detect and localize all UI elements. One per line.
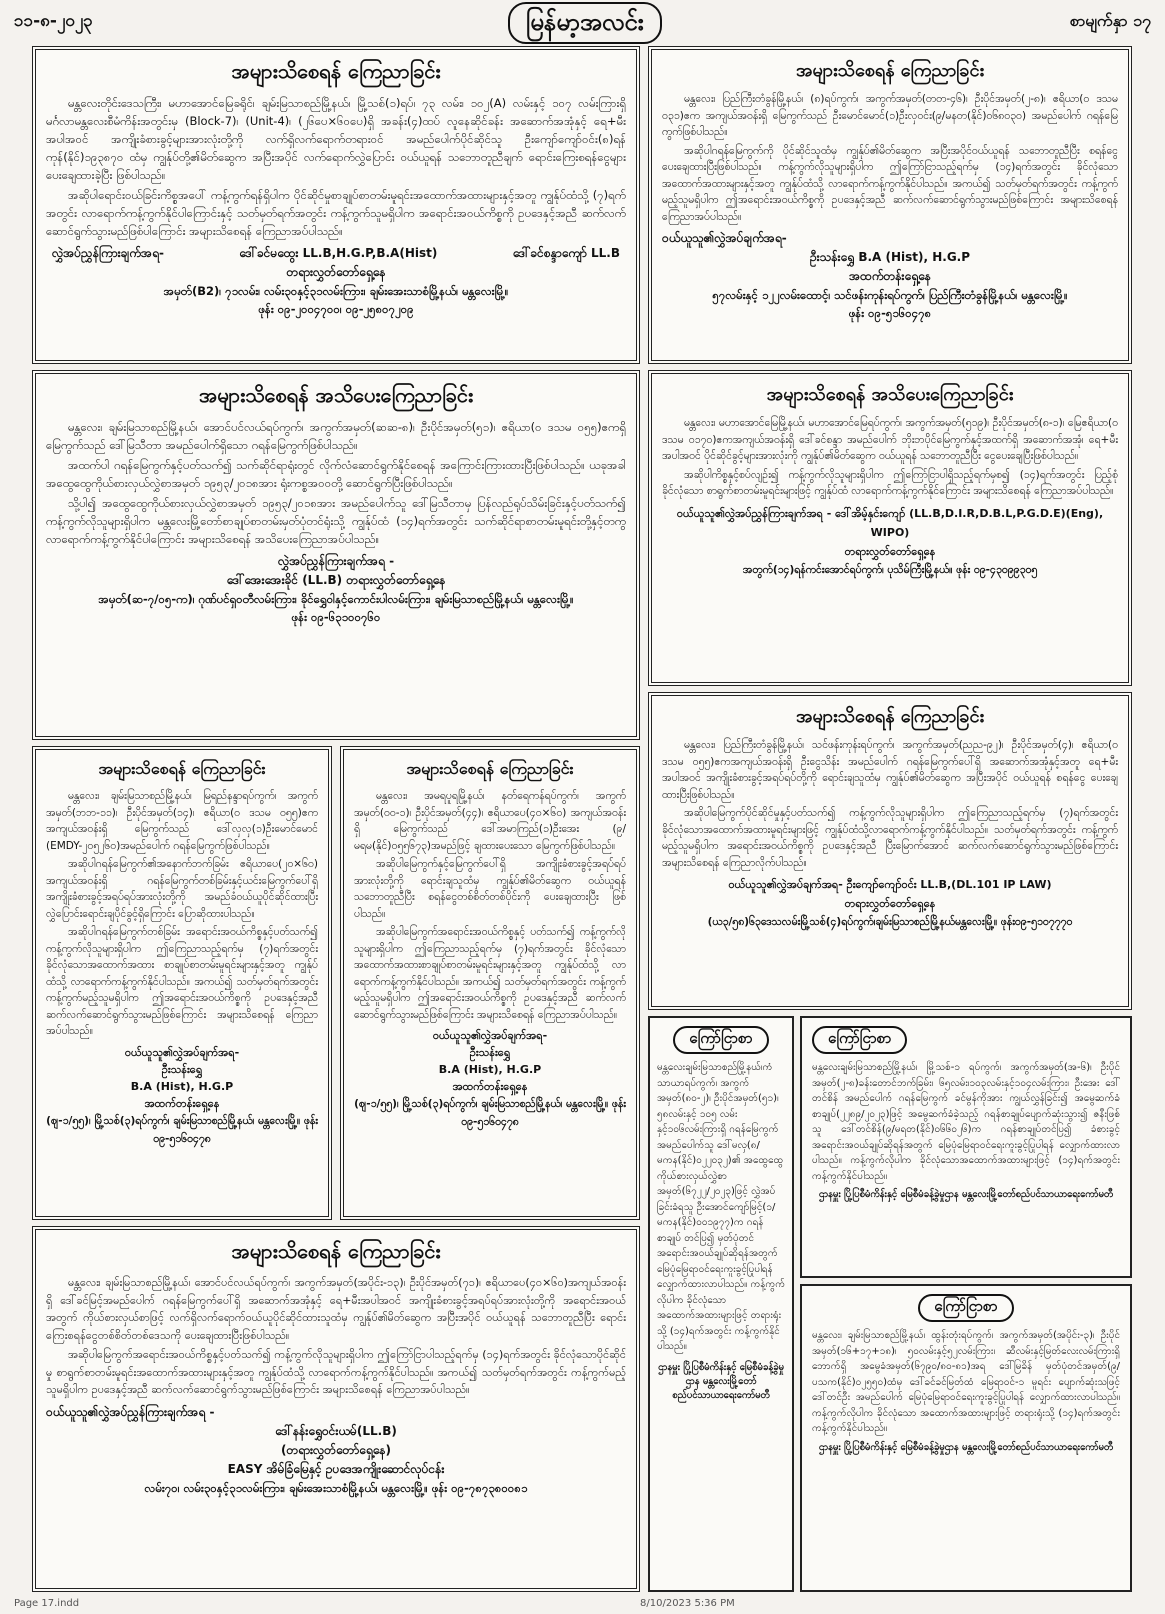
notice-paragraph: အဆိုပါကိစ္စနှင့်စပ်လျဉ်း၍ ကန့်ကွက်လိုသူများရှိပါက ဤကြော်ငြာပါရှိသည့်ရက်မှစ၍ (၁၄)ရက်အတွင်း ပြည့်စုံခိုင်လုံသော စာရွက်စာတမ်းမူရင်းများဖြင့် ကျွန်ုပ်ထံ လာရောက်ကန့်ကွက်နိုင်ကြောင်း အများသိစေရန် ကြေညာအပ်ပါသည်။	[662, 468, 1118, 497]
notice-paragraph: အဆိုပါမြေကွက်ပိုင်ဆိုင်မှုနှင့်ပတ်သက်၍ ကန့်ကွက်လိုသူများရှိပါက ဤကြေညာသည့်ရက်မှ (၇)ရက်အတွင်း ခိုင်လုံသောအထောက်အထားမူရင်းများဖြင့် ကျွန်ုပ်ထံသို့လာရောက်ကန့်ကွက်နိုင်ပါသည်။ သတ်မှတ်ရက်အတွင်း ကန့်ကွက်မည့်သူမရှိပါက အရောင်းအဝယ်ကိစ္စကို ဥပဒေနှင့်အညီ ပြီးမြောက်အောင် ဆက်လက်ဆောင်ရွက်သွားမည်ဖြစ်ကြောင်း အများသိစေရန် ကြေညာလိုက်ပါသည်။	[662, 807, 1118, 869]
notice-paragraph: မန္တလေး၊ အမရပူရမြို့နယ်၊ နတ်ရေကန်ရပ်ကွက်၊ အကွက်အမှတ်(၀၀-၁)၊ ဦးပိုင်အမှတ်(၄၄)၊ ဧရိယာပေ(၄၀×၆၀) အကျယ်အဝန်းရှိ မြေကွက်သည် ဒေါ်အမာကြည်(၁)ဦးအေး (၉/မရမ(နိုင်)၀၅၅၆၇၃)အမည်ဖြင့် ချထားပေးသော မြေကွက်ဖြစ်ပါသည်။	[354, 790, 626, 852]
notice-paragraph: မန္တလေး၊ မဟာအောင်မြေမြို့နယ်၊ မဟာအောင်မြေရပ်ကွက်၊ အကွက်အမှတ်(၅၁၉)၊ ဦးပိုင်အမှတ်(၈-၁)၊ မြေဧရိယာ(၀ ဒသမ ၀၁၇၀)ဧကအကျယ်အဝန်းရှိ ဒေါ်ခင်စန္ဒာ အမည်ပေါက် ဘိုးဘပိုင်မြေကွက်နှင့်အထက်ရှိ အဆောက်အအုံ၊ ရေ+မီး အပါအဝင် ပိုင်ဆိုင်ခွင့်များအားလုံးကို ကျွန်ုပ်၏မိတ်ဆွေက ဝယ်ယူရန် သဘောတူညီပြီး ငွေပေးချေပြီးဖြစ်ပါသည်။	[662, 417, 1118, 462]
law-office-name: EASY အိမ်ခြံမြေနှင့် ဥပဒေအကျိုးဆောင်လုပ်ငန်း	[227, 1461, 445, 1476]
notice-body	[662, 737, 1118, 871]
lawyer-title: အထက်တန်းရှေ့နေ	[849, 269, 931, 283]
signature-block	[46, 244, 626, 282]
lawyer-phone: ဖုန်း ၀၉-၆၃၁၀၀၇၆၀	[291, 610, 381, 624]
signature-block	[662, 504, 1118, 561]
signature-label: ဝယ်ယူသူ၏လွှဲအပ်ချက်အရ-	[432, 1029, 548, 1042]
notice-body	[46, 1274, 626, 1399]
lawyer-name: B.A (Hist), H.G.P	[130, 1079, 234, 1093]
notice-body	[46, 418, 626, 548]
signature-block	[662, 229, 1118, 286]
notice-body	[354, 788, 626, 1023]
lawyer-name: ဒေါ်ခင်စန္ဒာကျော် LL.B	[512, 246, 620, 260]
notice-paragraph: အဆိုပါဂရန်မြေကွက်၏အနောက်ဘက်ခြမ်း ဧရိယာပေ(၂၀×၆၀) အကျယ်အဝန်းရှိ ဂရန်မြေကွက်တစ်ခြမ်းနှင့်ယင်းမြေကွက်ပေါ်ရှိ အကျိုးခံစားခွင့်အရပ်ရပ်အားလုံးတို့ကို အမည်ခံဝယ်ယူပိုင်ဆိုင်ထားပြီး လွှဲပြောင်းရောင်းချပိုင်ခွင့်ရှိကြောင်း ပြောဆိုထားပါသည်။	[46, 858, 318, 920]
ad-body: မန္တလေး၊ ချမ်းမြသာစည်မြို့နယ်၊ ထွန်းတုံးရပ်ကွက်၊ အကွက်အမှတ်(အပိုင်း-၃)၊ ဦးပိုင်အမှတ်(၁၆+၁၇+၁၈)၊ ၅၀လမ်းနှင့်၅၂လမ်းကြား၊ ဆီလမ်းနှင့်မြတ်လေးလမ်းကြားရှိ ဘောက်ရှိ အမွေခံအမှတ်(၆၇၉၀/၈၀-၈၁)အရ ဒေါ်မြခိန် မှတ်ပုံတင်အမှတ်(၉/ပသက(နိုင်)၀၂၅၅၀)ထံမှ ဒေါ်ခင်ခင်မြတ်ထံ မြေရာဝင်-၁ မူရင်း ပျောက်ဆုံးသဖြင့် ဒေါ်တင်ဦး အမည်ပေါက် မြေပုံမြေရာဝင်ရေးကူးခွင့်ပြုပါရန် လျှောက်ထားလာပါသည်။ ကန့်ကွက်လိုပါက ခိုင်လုံသော အထောက်အထားများဖြင့် တရားရုံးသို့ (၁၄)ရက်အတွင်း ကန့်ကွက်နိုင်ပါသည်။	[812, 1330, 1120, 1434]
notice-title: အများသိစေရန် ကြေညာခြင်း	[231, 59, 441, 83]
notice-box	[648, 46, 1132, 364]
notice-title: အများသိစေရန် ကြေညာခြင်း	[406, 759, 574, 778]
classified-ad	[800, 1016, 1132, 1278]
signature-label: ဝယ်ယူသူ၏လွှဲအပ်ချက်အရ-	[662, 231, 787, 245]
notice-paragraph: အဆိုပါဂရန်မြေကွက်တစ်ခြမ်း အရောင်းအဝယ်ကိစ္စနှင့်ပတ်သက်၍ ကန့်ကွက်လိုသူများရှိပါက ဤကြေညာသည့်ရက်မှ (၇)ရက်အတွင်း ခိုင်လုံသောအထောက်အထား စာချုပ်စာတမ်းမူရင်းများနှင့်အတူ ကျွန်ုပ်ထံသို့ လာရောက်ကန့်ကွက်နိုင်ပါသည်။ အကယ်၍ သတ်မှတ်ရက်အတွင်း ကန့်ကွက်မည့်သူမရှိပါက ဤအရောင်းအဝယ်ကိစ္စကို ဥပဒေနှင့်အညီ ဆက်လက်ဆောင်ရွက်သွားမည်ဖြစ်ကြောင်း အများသိစေရန် ကြေညာအပ်ပါသည်။	[46, 926, 318, 1037]
lawyer-address: (ယ၃/၅၈)၆၃ဒေသလမ်းမြို့သစ်(၄)ရပ်ကွက်၊ချမ်းမြသာစည်မြို့နယ်မန္တလေးမြို့။ ဖုန်း၀၉-၅၁၀၇၇၇၀	[707, 916, 1073, 928]
notice-paragraph: သို့ပါ၍ အထွေထွေကိုယ်စားလှယ်လွှဲစာအမှတ် ၁၉၅၃/၂၀၁၈အား အမည်ပေါက်သူ ဒေါ်မြသီတာမှ ပြန်လည်ရုပ်သိမ်းခြင်းနှင့်ပတ်သက်၍ ကန့်ကွက်လိုသူများရှိပါက မန္တလေးမြို့တော်စာချုပ်စာတမ်းမှတ်ပုံတင်ရုံးသို့ ကျွန်ုပ်ထံ (၁၄)ရက်အတွင်း သက်ဆိုင်ရာစာတမ်းမူရင်းတို့နှင့်တကွ လာရောက်ကန့်ကွက်နိုင်ပါကြောင်း အများသိစေရန် အသိပေးကြေညာအပ်ပါသည်။	[46, 496, 626, 546]
notice-title: အများသိစေရန် ကြေညာခြင်း	[231, 1239, 441, 1263]
classified-ad	[800, 1284, 1132, 1592]
ad-tag: ကြော်ငြာစာ	[812, 1026, 907, 1054]
lawyer-address: (ဈ-၁/၅၅)၊ မြို့သစ်(၃)ရပ်ကွက်၊ ချမ်းမြသာစည်မြို့နယ်၊ မန္တလေးမြို့။ ဖုန်း ၀၉-၅၁၆၀၄၇၈	[354, 1098, 626, 1128]
lawyer-address: အမှတ်(ဆ-၇/၀၅-က)၊ ဂုဏ်ပင်ရှဝတီလမ်းကြား၊ ခိုင်ရွှေဝါနှင့်ကောင်းပါလမ်းကြား၊ ချမ်းမြသာစည်မြို့နယ်၊ မန္တလေးမြို့။	[98, 592, 574, 606]
lawyer-address: ၅၇လမ်းနှင့် ၁၂၂လမ်းထောင့်၊ သင်ဖန်းကုန်းရပ်ကွက်၊ ပြည်ကြီးတံခွန်မြို့နယ်၊ မန္တလေးမြို့။	[712, 288, 1068, 302]
footer-timestamp: 8/10/2023 5:36 PM	[640, 1598, 735, 1609]
notice-paragraph: အဆိုပါမြေကွက်အရောင်းအဝယ်ကိစ္စနှင့် ပတ်သက်၍ ကန့်ကွက်လိုသူများရှိပါက ဤကြေညာသည့်ရက်မှ (၇)ရက်အတွင်း ခိုင်လုံသော အထောက်အထားစာချုပ်စာတမ်းမူရင်းများနှင့်အတူ ကျွန်ုပ်ထံသို့ လာရောက်ကန့်ကွက်နိုင်ပါသည်။ အကယ်၍ သတ်မှတ်ရက်အတွင်း ကန့်ကွက်မည့်သူမရှိပါက ဤအရောင်းအဝယ်ကိစ္စကို ဥပဒေနှင့်အညီ ဆက်လက်ဆောင်ရွက်သွားမည်ဖြစ်ကြောင်း အများသိစေရန် ကြေညာအပ်ပါသည်။	[354, 926, 626, 1021]
lawyer-name: ဒေါ်ခင်မထွေး LL.B,H.G.P,B.A(Hist)	[239, 246, 438, 260]
lawyer-address: အတွက်(၁၄)ရန်ကင်းအောင်ရပ်ကွက်၊ ပုသိမ်ကြီးမြို့နယ်။ ဖုန်း ၀၉-၄၃၀၉၉၃၀၅	[742, 563, 1038, 576]
notice-title: အများသိစေရန် ကြေညာခြင်း	[795, 60, 985, 81]
footer-filename: Page 17.indd	[14, 1598, 80, 1609]
lawyer-title: တရားလွှတ်တော်ရှေ့နေ	[844, 897, 936, 910]
notice-paragraph: အဆိုပါမြေကွက်နှင့်မြေကွက်ပေါ်ရှိ အကျိုးခံစားခွင့်အရပ်ရပ်အားလုံးတို့ကို ရောင်းချသူထံမှ ကျွန်ုပ်၏မိတ်ဆွေက ဝယ်ယူရန် သဘောတူညီပြီး စရန်ငွေတစ်စိတ်တစ်ပိုင်းကို ပေးချေထားပြီး ဖြစ်ပါသည်။	[354, 858, 626, 920]
ad-body: မန္တလေးချမ်းမြသာစည်မြို့နယ်၊ကံသာယာရပ်ကွက်၊ အကွက်အမှတ်(၈၀-၂)၊ ဦးပိုင်အမှတ်(၅၁)၊ ၅၈လမ်းနှင့် ၁၀၅ လမ်းနှင့်၁၀၆လမ်းကြားရှိ ဂရန်မြေကွက်အမည်ပေါက်သူ ဒေါ်မလှ(၈/မကန(နိုင်)၀၂၂၀၃၂)၏ အထွေထွေကိုယ်စားလှယ်လွှဲစာအမှတ်(၆၇၂၂/၂၀၂၃)ဖြင့် လွှဲအပ်ခြင်းခံရသူ ဦးအောင်ကျော်မြင့်(၁/မကန(နိုင်)၀၀၁၉၇၇)က ဂရန်စာချုပ် တင်ပြ၍ မှတ်ပုံတင်အရောင်းအဝယ်ချုပ်ဆိုရန်အတွက် မြေပုံမြေရာဝင်ရေးကူးခွင့်ပြုပါရန် လျှောက်ထားလာပါသည်။ ကန့်ကွက်လိုပါက ခိုင်လုံသောအထောက်အထားများဖြင့် တရားရုံးသို့ (၁၄)ရက်အတွင်း ကန့်ကွက်နိုင်ပါသည်။	[657, 1062, 785, 1352]
lawyer-name: B.A (Hist), H.G.P	[438, 1063, 542, 1076]
lawyer-name: ဦးသန်းရွှေ B.A (Hist), H.G.P	[809, 250, 971, 264]
notice-box	[340, 746, 640, 1220]
print-footer	[0, 1596, 1165, 1614]
notice-paragraph: မန္တလေးတိုင်းဒေသကြီး၊ မဟာအောင်မြေခရိုင်၊ ချမ်းမြသာစည်မြို့နယ်၊ မြို့သစ်(၁)ရပ်၊ ၇၃ လမ်း၊ ၁၀၂(A) လမ်းနှင့် ၁၀၇ လမ်းကြားရှိ မင်္ဂလာမန္တလေးစီမံကိန်းအတွင်းမှ (Block-7)၊ (Unit-4)၊ (၂၆ပေ×၆၀ပေ)ရှိ အခန်း(၄)ထပ် လူနေဆိုင်ခန်း အဆောက်အအုံနှင့် ရေ+မီးအပါအဝင် အကျိုးခံစားခွင့်များအားလုံးတို့ကို လက်ရှိလက်ရောက်တရားဝင် အမည်ပေါက်ပိုင်ဆိုင်သူ ဦးကျော်ကျော်ဝင်း(၈)ရန်ကုန်(နိုင်)၁၉၃၈၇၀ ထံမှ ကျွန်ုပ်တို့၏မိတ်ဆွေက အပြီးအပိုင် လက်ရောက်လွှဲပြောင်း ဝယ်ယူရန် သဘောတူညီချက် ရောင်းကြေးစရန်ငွေများ ပေးချေထားခဲ့ပြီး ဖြစ်ပါသည်။	[46, 96, 626, 182]
ad-office: ဌာနမှူး ပြို့ပြစီမံကိန်းနှင့် မြေစီမံခန့်ခွဲမှုဌာန မန္တလေးမြို့တော်စည်ပင်သာယာရေးကော်မတီ	[818, 1441, 1114, 1453]
lawyer-address: (ဈ-၁/၅၅)၊ မြို့သစ်(၃)ရပ်ကွက်၊ ချမ်းမြသာစည်မြို့နယ်၊ မန္တလေးမြို့။ ဖုန်း ၀၉-၅၁၆၀၄၇၈	[46, 1114, 318, 1145]
lawyer-name: ဒေါ်အေးအေးခိုင် (LL.B) တရားလွှတ်တော်ရှေ့နေ	[226, 573, 446, 587]
notice-box	[32, 1226, 640, 1592]
page-number: စာမျက်နှာ ၁၇	[1069, 11, 1151, 30]
notice-paragraph: အဆိုပါရောင်းဝယ်ခြင်းကိစ္စအပေါ် ကန့်ကွက်ရန်ရှိပါက ပိုင်ဆိုင်မှုစာချုပ်စာတမ်းမူရင်းအထောက်အထားများနှင့်အတူ ကျွန်ုပ်ထံသို့ (၇)ရက်အတွင်း လာရောက်ကန့်ကွက်နိုင်ပါကြောင်းနှင့် သတ်မှတ်ရက်အတွင်း ကန့်ကွက်သူမရှိပါက အရောင်းအဝယ်ကိစ္စကို ဥပဒေနှင့်အညီ ဆက်လက်ဆောင်ရွက်သွားမည်ဖြစ်ပါကြောင်း အများသိစေရန် ကြေညာအပ်ပါသည်။	[46, 188, 626, 238]
ad-tag: ကြော်ငြာစာ	[918, 1294, 1013, 1322]
lawyer-title: အထက်တန်းရှေ့နေ	[452, 1080, 528, 1093]
notice-paragraph: အဆိုပါမြေကွက်အရောင်းအဝယ်ကိစ္စနှင့်ပတ်သက်၍ ကန့်ကွက်လိုသူများရှိပါက ဤကြော်ငြာပါသည့်ရက်မှ (၁၄)ရက်အတွင်း ခိုင်လုံသောပိုင်ဆိုင်မှု စာရွက်စာတမ်းမူရင်းအထောက်အထားများနှင့်အတူ ကျွန်ုပ်ထံသို့ လာရောက်ကန့်ကွက်နိုင်ပါသည်။ အကယ်၍ သတ်မှတ်ရက်အတွင်း ကန့်ကွက်မည့်သူမရှိပါက ဥပဒေနှင့်အညီ ဆက်လက်ဆောင်ရွက်သွားမည်ဖြစ်ကြောင်း အများသိစေရန် ကြေညာအပ်ပါသည်။	[46, 1348, 626, 1396]
signature-block	[354, 1027, 626, 1095]
notice-paragraph: အထက်ပါ ဂရန်မြေကွက်နှင့်ပတ်သက်၍ သက်ဆိုင်ရာရုံးတွင် လိုက်လံဆောင်ရွက်နိုင်စေရန် အကြောင်းကြားထားပြီးဖြစ်ပါသည်။ ယခုအခါ အထွေထွေကိုယ်စားလှယ်လွှဲစာအမှတ် ၁၉၅၃/၂၀၁၈အား ရုံးကစ္စအဝဝတို့ ဆောင်ရွက်ပြီးဖြစ်ပါသည်။	[46, 458, 626, 490]
notice-paragraph: မန္တလေး၊ ပြည်ကြီးတံခွန်မြို့နယ်၊ သင်ဖန်းကုန်းရပ်ကွက်၊ အကွက်အမှတ်(ညည-၉၂)၊ ဦးပိုင်အမှတ်(၄)၊ ဧရိယာ(၀ ဒသမ ၀၅၅)ဧကအကျယ်အဝန်းရှိ ဦးငွေသိန်း အမည်ပေါက် ဂရန်မြေကွက်ပေါ်ရှိ အဆောက်အအုံနှင့်အတူ ရေ+မီးအပါအဝင် အကျိုးခံစားခွင့်အရပ်ရပ်တို့ကို ရောင်းချသူထံမှ ကျွန်ုပ်၏မိတ်ဆွေက အပြီးအပိုင် ဝယ်ယူရန် စရန်ငွေ ပေးချေထားပြီးဖြစ်ပါသည်။	[662, 739, 1118, 801]
lawyer-title: (တရားလွှတ်တော်ရှေ့နေ)	[281, 1442, 391, 1457]
notice-paragraph: အဆိုပါဂရန်မြေကွက်ကို ပိုင်ဆိုင်သူထံမှ ကျွန်ုပ်၏မိတ်ဆွေက အပြီးအပိုင်ဝယ်ယူရန် သဘောတူညီပြီး စရန်ငွေ ပေးချေထားပြီးဖြစ်ပါသည်။ ကန့်ကွက်လိုသူများရှိပါက ဤကြော်ငြာသည့်ရက်မှ (၁၄)ရက်အတွင်း ခိုင်လုံသောအထောက်အထားများနှင့်အတူ ကျွန်ုပ်ထံသို့ လာရောက်ကန့်ကွက်နိုင်ပါသည်။ အကယ်၍ သတ်မှတ်ရက်အတွင်း ကန့်ကွက်မည့်သူမရှိပါက ဤအရောင်းအဝယ်ကိစ္စကို ဥပဒေနှင့်အညီ ဆက်လက်ဆောင်ရွက်သွားမည်ဖြစ်ကြောင်း အများသိစေရန် ကြေညာအပ်ပါသည်။	[662, 144, 1118, 223]
notice-box	[32, 370, 640, 740]
signature-label: ဝယ်ယူသူ၏လွှဲအပ်ချက်အရ-	[124, 1045, 240, 1059]
page-header	[0, 0, 1165, 42]
notice-body	[662, 91, 1118, 225]
newspaper-logo: မြန်မာ့အလင်း	[508, 2, 662, 44]
notice-body	[46, 94, 626, 240]
notice-box	[32, 746, 332, 1220]
notice-paragraph: မန္တလေး၊ ချမ်းမြသာစည်မြို့နယ်၊ အောင်ပင်လယ်ရပ်ကွက်၊ အကွက်အမှတ်(ဆဆ-၈)၊ ဦးပိုင်အမှတ်(၅၁)၊ ဧရိယာ(၀ ဒသမ ၀၅၅)ဧကရှိ မြေကွက်သည် ဒေါ်မြသီတာ အမည်ပေါက်ရှိသော ဂရန်မြေကွက်ဖြစ်ပါသည်။	[46, 420, 626, 452]
notice-box	[32, 46, 640, 364]
ad-body: မန္တလေးချမ်းမြသာစည်မြို့နယ်၊ မြို့သစ်-၁ ရပ်ကွက်၊ အကွက်အမှတ်(အ-၆)၊ ဦးပိုင်အမှတ်(၂-၈)ခန်းတောင်ဘက်ခြမ်း၊ ၆၅လမ်း၊၁၀၃လမ်းနှင့်၁၀၄လမ်းကြား၊ ဦးအေး ဒေါ်တင်စိန် အမည်ပေါက် ဂရန်မြေကွက် ခင်မွန်ကိုအား ကျွယ်လွှန်ခြင်း၍ အမွေဆက်ခံစာချုပ်(၂၂၈၉/၂၀၂၃)ဖြင့် အမွေဆက်ခံခဲ့သည့် ဂရန်စာချုပ်ပျောက်ဆုံးသွား၍ ဇနီးဖြစ်သူ ဒေါ်တင်စိန်(၉/မရတ(နိုင်)၀၆၆၀၂၆)က ဂရန်စာချုပ်တင်ပြ၍ ခံစားခွင့်အရောင်းအဝယ်ချုပ်ဆိုရန်အတွက် မြေပုံမြေရာဝင်ရေးကူးခွင့်ပြုပါရန် လျှောက်ထားလာပါသည်။ ကန့်ကွက်လိုပါက ခိုင်လုံသောအထောက်အထားများဖြင့် (၁၄)ရက်အတွင်း ကန့်ကွက်နိုင်ပါသည်။	[812, 1062, 1120, 1182]
signature-label: ဝယ်ယူသူ၏လွှဲအပ်ညွှန်ကြားချက်အရ -	[46, 1404, 215, 1419]
signature-block	[46, 1044, 318, 1112]
notice-title: အများသိစေရန် ကြေညာခြင်း	[98, 759, 266, 778]
signature-block	[46, 552, 626, 590]
signature-label: ဝယ်ယူသူ၏လွှဲအပ်ချက်အရ- ဦးကျော်ကျော်ဝင်း LL.B,(DL.101 IP LAW)	[728, 878, 1052, 891]
notice-title: အများသိစေရန် အသိပေးကြေညာခြင်း	[766, 384, 1014, 405]
signature-label: ဝယ်ယူသူ၏လွှဲအပ်ညွှန်ကြားချက်အရ - ဒေါ်အိမ့်နှင်းကျော် (LL.B,D.I.R,D.B.L,P.G.D.E)(Eng), WIPO)	[676, 506, 1104, 539]
signature-block	[46, 1403, 626, 1479]
lawyer-title: တရားလွှတ်တော်ရှေ့နေ	[844, 544, 936, 558]
notice-paragraph: မန္တလေး၊ ပြည်ကြီးတံခွန်မြို့နယ်၊ (၈)ရပ်ကွက်၊ အကွက်အမှတ်(တတ-၄၆)၊ ဦးပိုင်အမှတ်(၂-၈)၊ ဧရိယာ(၀ ဒသမ ၀၃၁)ဧက အကျယ်အဝန်းရှိ မြေကွက်သည် ဦးမောင်မောင်(၁)ဦးလှဝင်း(၉/မနတ(နိုင်)၀၆၈၀၃၀) အမည်ပေါက် ဂရန်မြေကွက်ဖြစ်ပါသည်။	[662, 93, 1118, 138]
lawyer-address: အမှတ်(B2)၊ ၇၁လမ်း၊ လမ်း၃၀နှင့်၃၁လမ်းကြား၊ ချမ်းအေးသာစံမြို့နယ်၊ မန္တလေးမြို့။	[163, 284, 509, 298]
ad-tag: ကြော်ငြာစာ	[673, 1026, 768, 1054]
notice-title: အများသိစေရန် အသိပေးကြေညာခြင်း	[198, 383, 474, 407]
notice-paragraph: မန္တလေး၊ ချမ်းမြသာစည်မြို့နယ်၊ မြရည်နန္ဒာရပ်ကွက်၊ အကွက်အမှတ်(ဘဘ-၁၁)၊ ဦးပိုင်အမှတ်(၁၄)၊ ဧရိယာ(၀ ဒသမ ၀၅၅)ဧက အကျယ်အဝန်းရှိ မြေကွက်သည် ဒေါ်လှလှ(၁)ဦးမောင်မောင် (EMDY-၂၀၅၂၆၀)အမည်ပေါက် ဂရန်မြေကွက်ဖြစ်ပါသည်။	[46, 790, 318, 852]
notice-title: အများသိစေရန် ကြေညာခြင်း	[795, 706, 985, 727]
signature-block	[662, 875, 1118, 913]
lawyer-name: ဒေါ်နန်းရွှေဝင်းယမ်(LL.B)	[275, 1423, 397, 1438]
notice-body	[46, 788, 318, 1040]
lawyer-name: ဦးသန်းရွှေ	[161, 1062, 203, 1076]
notice-paragraph: မန္တလေး၊ ချမ်းမြသာစည်မြို့နယ်၊ အောင်ပင်လယ်ရပ်ကွက်၊ အကွက်အမှတ်(အပိုင်း-၁၃)၊ ဦးပိုင်အမှတ်(၇၁)၊ ဧရိယာပေ(၄၀×၆၀)အကျယ်အဝန်းရှိ ဒေါ်ခင်မြင့်အမည်ပေါက် ဂရန်မြေကွက်ပေါ်ရှိ အဆောက်အအုံနှင့် ရေ+မီးအပါအဝင် အကျိုးခံစားခွင့်အရပ်ရပ်အားလုံးတို့ကို အရောင်းအဝယ်အတွက် ကိုယ်စားလှယ်စာဖြင့် လက်ရှိလက်ရောက်ဝယ်ယူပိုင်ဆိုင်ထားသူထံမှ ကျွန်ုပ်၏မိတ်ဆွေက အပြီးအပိုင် ဝယ်ယူရန် သဘောတူညီပြီး ရောင်းကြေးစရန်ငွေတစ်စိတ်တစ်ဒေသကို ပေးချေထားပြီးဖြစ်ပါသည်။	[46, 1276, 626, 1342]
ad-office: ဌာနမှူး ပြို့ပြစီမံကိန်းနှင့် မြေစီမံခန့်ခွဲမှုဌာန မန္တလေးမြို့တော်စည်ပင်သာယာရေးကော်မတီ	[818, 1189, 1114, 1200]
lawyer-address: လမ်း၇၀၊ လမ်း၃၀နှင့်၃၁လမ်းကြား၊ ချမ်းအေးသာစံမြို့နယ်၊ မန္တလေးမြို့။ ဖုန်း ၀၉-၇၈၇၃၈၀၀၈၁	[144, 1480, 528, 1495]
signature-label: လွှဲအပ်ညွှန်ကြားချက်အရ -	[277, 554, 395, 568]
lawyer-phone: ဖုန်း ၀၉-၂၀၀၄၇၀၀၊ ၀၉-၂၅၈၀၇၂၀၉	[258, 302, 414, 316]
lawyer-phone: ဖုန်း ၀၉-၅၁၆၀၄၇၈	[848, 306, 932, 320]
notice-box	[648, 370, 1132, 686]
signature-label: လွှဲအပ်ညွှန်ကြားချက်အရ-	[52, 246, 164, 260]
lawyer-name: ဦးသန်းရွှေ	[469, 1046, 511, 1059]
header-date: ၁၁-၈-၂၀၂၃	[14, 11, 93, 31]
notice-body	[662, 415, 1118, 500]
ad-office: ဌာနမှူး ပြို့ပြစီမံကိန်းနှင့် မြေစီမံခန့်ခွဲမှုဌာန မန္တလေးမြို့တော်စည်ပင်သာယာရေးကော်မတီ	[658, 1361, 784, 1401]
lawyer-title: တရားလွှတ်တော်ရှေ့နေ	[286, 265, 386, 279]
lawyer-title: အထက်တန်းရှေ့နေ	[144, 1096, 220, 1110]
notice-box	[648, 692, 1132, 1010]
classified-ad	[648, 1016, 794, 1592]
